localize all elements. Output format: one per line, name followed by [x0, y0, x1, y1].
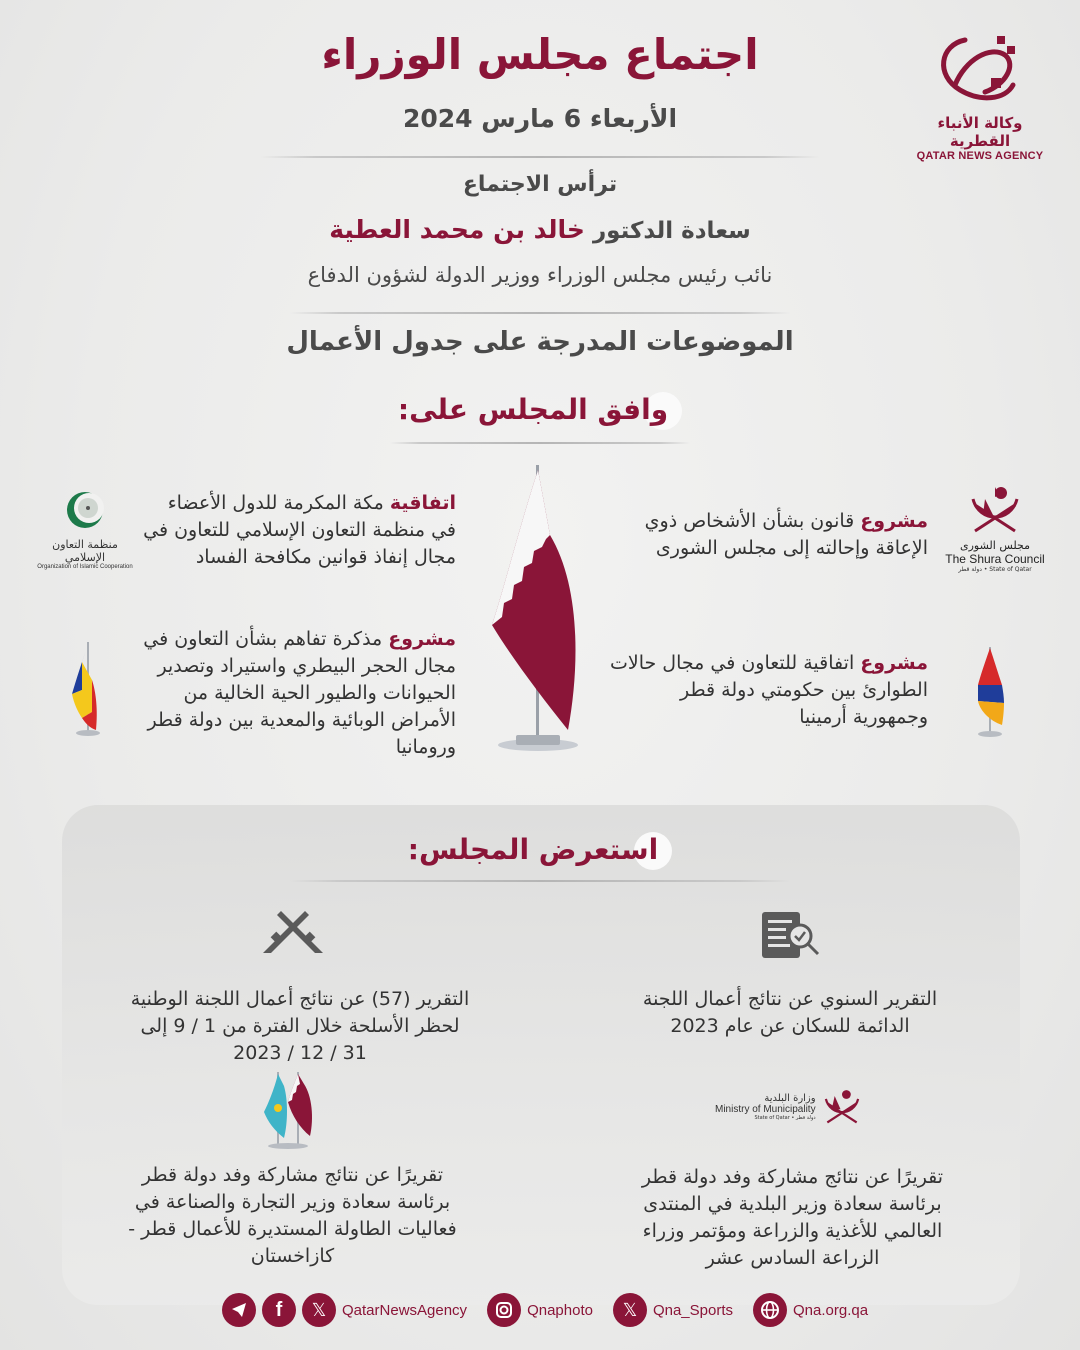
- facebook-icon[interactable]: f: [262, 1293, 296, 1327]
- approved-heading: وافق المجلس على:: [340, 392, 740, 430]
- x-icon[interactable]: 𝕏: [613, 1293, 647, 1327]
- kazakhstan-qatar-flags-icon: [262, 1070, 322, 1150]
- chair-name: [240, 215, 840, 244]
- shura-emblem-icon: [965, 485, 1025, 535]
- social-footer: [222, 1290, 872, 1330]
- romania-flag-icon: [68, 640, 108, 740]
- approved-item-oic-agreement: اتفاقية مكة المكرمة للدول الأعضاء في منظمة التعاون الإسلامي للتعاون في مجال إنفاذ قوانين مكافحة الفساد: [143, 492, 456, 568]
- oic-logo: منظمة التعاون الإسلامي Organization of Islamic Cooperation: [35, 488, 135, 570]
- municipality-emblem-icon: [820, 1085, 864, 1129]
- reviewed-heading: استعرض المجلس:: [340, 832, 740, 870]
- logo-name-ar: وكالة الأنباء القطرية: [937, 114, 1023, 150]
- divider: [390, 442, 690, 444]
- reviewed-item-population-report: التقرير السنوي عن نتائج أعمال اللجنة الدائمة للسكان عن عام 2023: [642, 988, 938, 1037]
- globe-icon[interactable]: [753, 1293, 787, 1327]
- crossed-rifles-icon: [255, 905, 331, 955]
- divider: [260, 156, 820, 158]
- social-handle-qatarnewsagency[interactable]: QatarNewsAgency: [342, 1301, 468, 1319]
- instagram-icon[interactable]: [487, 1293, 521, 1327]
- approved-item-shura-bill: مشروع قانون بشأن الأشخاص ذوي الإعاقة وإحالته إلى مجلس الشورى: [644, 510, 928, 559]
- telegram-icon[interactable]: [222, 1293, 256, 1327]
- chair-role: نائب رئيس مجلس الوزراء ووزير الدولة لشؤون الدفاع: [307, 263, 773, 287]
- social-handle-qna-sports[interactable]: Qna_Sports: [652, 1301, 733, 1319]
- approved-item-romania-mou: مشروع مذكرة تفاهم بشأن التعاون في مجال الحجر البيطري واستيراد وتصدير الحيوانات والطيور الحية الخالية من الأمراض الوبائية والمعدية بين دولة قطر ورومانيا: [143, 628, 456, 758]
- shura-council-logo: مجلس الشورى The Shura Council State of Qatar • دولة قطر: [940, 485, 1050, 573]
- reviewed-item-weapons-report: التقرير (57) عن نتائج أعمال اللجنة الوطنية لحظر الأسلحة خلال الفترة من 1 / 9 إلى 31 / 12 / 2023: [130, 988, 470, 1064]
- chair-label: ترأس الاجتماع: [462, 172, 618, 197]
- meeting-date: الأربعاء 6 مارس 2024: [402, 104, 678, 133]
- armenia-flag-icon: [970, 645, 1010, 740]
- divider: [290, 880, 790, 882]
- approved-item-armenia-agreement: مشروع اتفاقية للتعاون في مجال حالات الطوارئ بين حكومتي دولة قطر وجمهورية أرمينيا: [609, 652, 928, 728]
- agenda-title: الموضوعات المدرجة على جدول الأعمال: [286, 327, 794, 357]
- ministry-municipality-logo: وزارة البلدية Ministry of Municipality State of Qatar • دولة قطر: [715, 1085, 870, 1129]
- oic-emblem-icon: [60, 488, 110, 534]
- document-search-icon: [760, 910, 824, 962]
- reviewed-item-kazakhstan-report: تقريرًا عن نتائج مشاركة وفد دولة قطر برئاسة سعادة وزير التجارة والصناعة في فعاليات الطاولة المستديرة للأعمال قطر - كازاخستان: [128, 1164, 457, 1267]
- divider: [290, 312, 790, 314]
- website-link[interactable]: Qna.org.qa: [793, 1301, 869, 1319]
- social-handle-qnaphoto[interactable]: Qnaphoto: [527, 1301, 593, 1319]
- qna-logo: [905, 30, 1055, 162]
- reviewed-item-food-forum-report: تقريرًا عن نتائج مشاركة وفد دولة قطر برئاسة سعادة وزير البلدية في المنتدى العالمي للأغذية والزراعة ومؤتمر وزراء الزراعة السادس عشر: [641, 1166, 944, 1269]
- qna-emblem-icon: [935, 30, 1025, 110]
- chair-fullname: خالد بن محمد العطية: [329, 215, 585, 244]
- x-icon[interactable]: 𝕏: [302, 1293, 336, 1327]
- logo-name-en: QATAR NEWS AGENCY: [916, 150, 1044, 162]
- qatar-flag-icon: [480, 465, 610, 755]
- page-title: اجتماع مجلس الوزراء: [321, 30, 759, 79]
- chair-honorific: سعادة الدكتور: [592, 218, 751, 244]
